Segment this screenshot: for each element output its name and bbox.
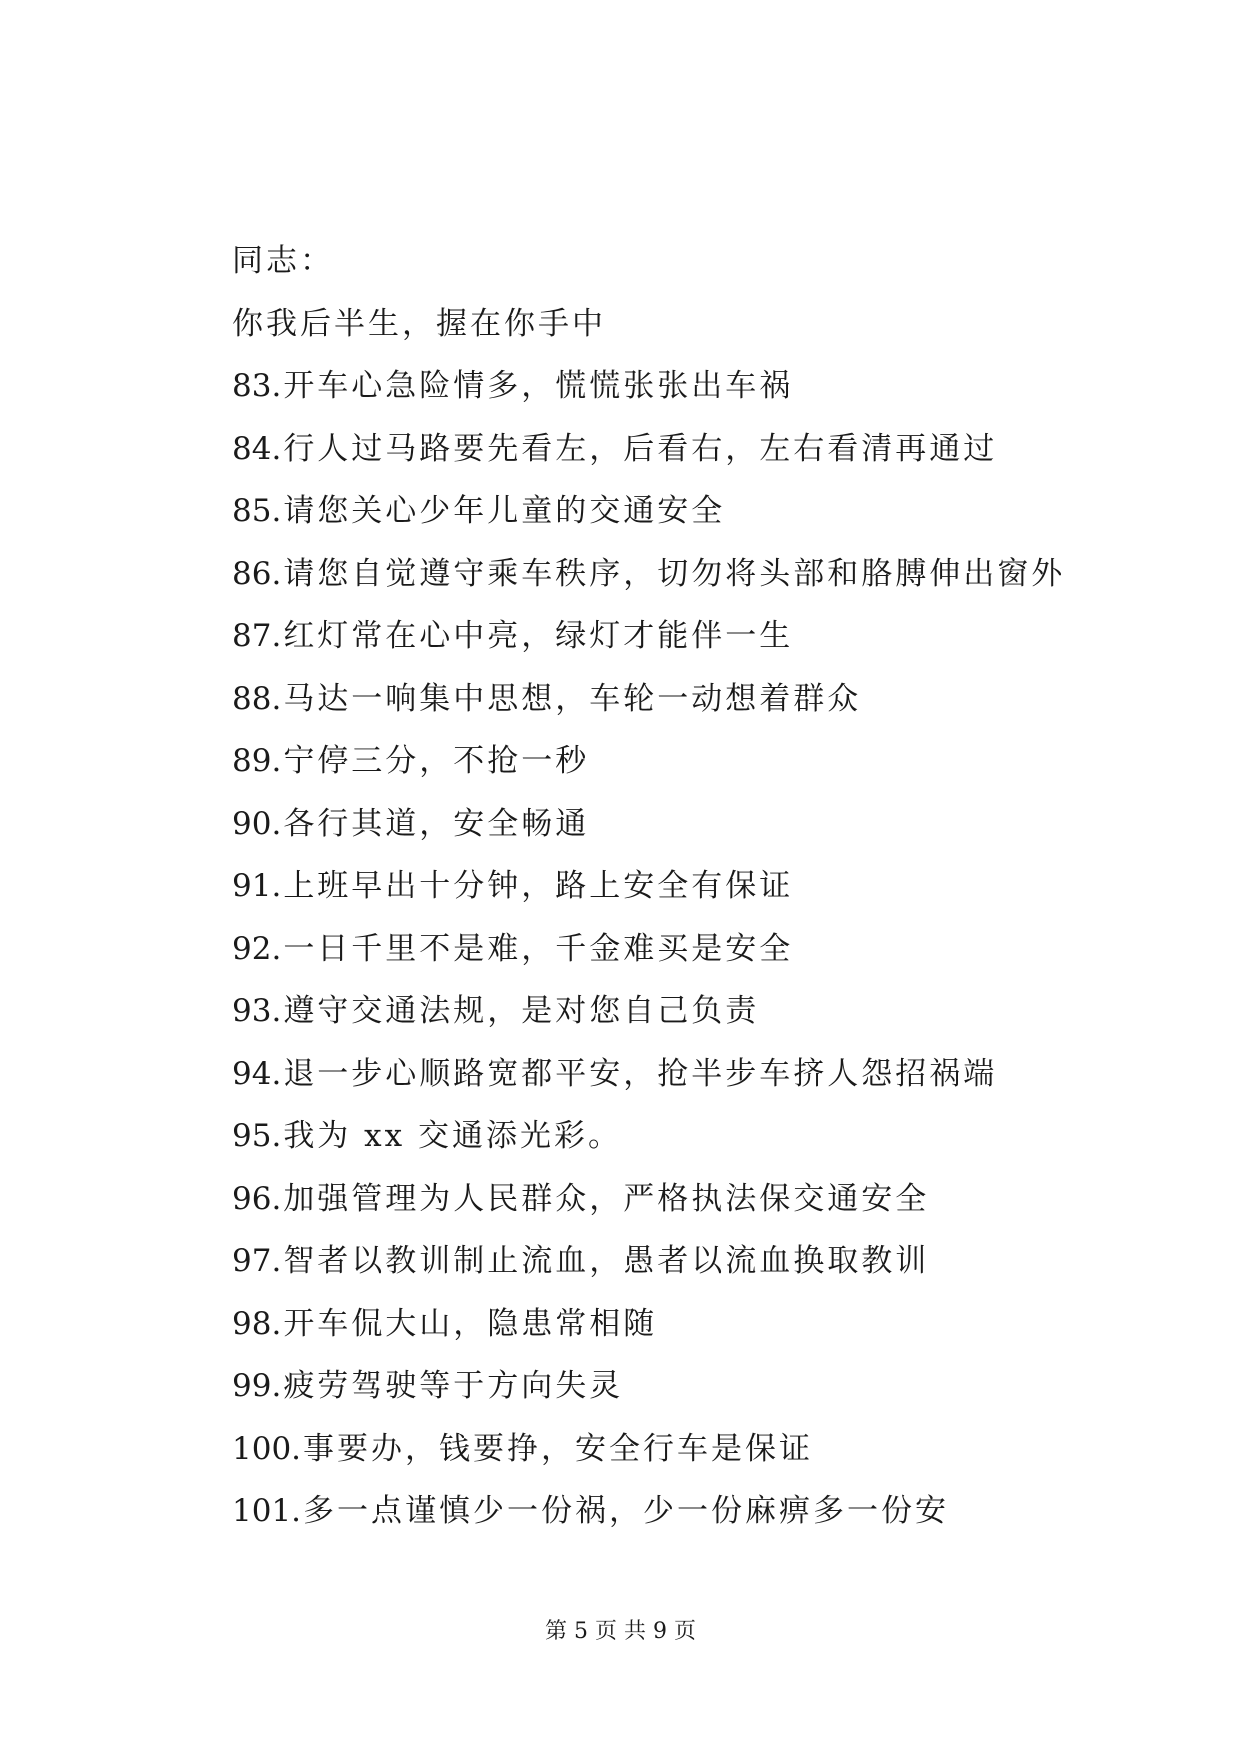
item-text: 加强管理为人民群众，严格执法保交通安全: [283, 1180, 930, 1217]
item-text: 开车心急险情多，慌慌张张出车祸: [283, 368, 794, 404]
item-number: 90.: [232, 805, 282, 842]
item-number: 95.: [232, 1118, 282, 1154]
item-text: 事要办，钱要挣，安全行车是保证: [303, 1430, 814, 1467]
list-item: [232, 543, 1112, 606]
item-text: 疲劳驾驶等于方向失灵: [283, 1368, 624, 1404]
item-number: 92.: [232, 930, 282, 967]
list-item: [232, 1043, 1112, 1106]
item-number: 87.: [232, 618, 282, 654]
item-number: 94.: [232, 1055, 282, 1092]
item-text: 智者以教训制止流血，愚者以流血换取教训: [283, 1243, 930, 1279]
item-text: 退一步心顺路宽都平安，抢半步车挤人怨招祸端: [283, 1055, 998, 1092]
list-item: [232, 980, 1112, 1043]
list-item: [232, 1480, 1112, 1543]
item-text: 我为 xx 交通添光彩。: [283, 1118, 622, 1154]
item-text: 红灯常在心中亮，绿灯才能伴一生: [283, 618, 794, 654]
item-number: 97.: [232, 1243, 282, 1279]
item-number: 89.: [232, 743, 282, 779]
item-text: 上班早出十分钟，路上安全有保证: [283, 868, 794, 904]
item-text: 开车侃大山，隐患常相随: [283, 1305, 658, 1342]
item-text: 一日千里不是难，千金难买是安全: [283, 930, 794, 967]
item-number: 101.: [232, 1493, 302, 1529]
list-item: [232, 480, 1112, 543]
item-number: 99.: [232, 1368, 282, 1404]
item-text: 马达一响集中思想，车轮一动想着群众: [283, 680, 862, 717]
item-number: 100.: [232, 1430, 302, 1467]
item-text: 各行其道，安全畅通: [283, 805, 590, 842]
list-item: [232, 605, 1112, 668]
list-item: [232, 418, 1112, 481]
item-text: 请您关心少年儿童的交通安全: [283, 493, 726, 529]
list-item: [232, 793, 1112, 856]
intro-line: 你我后半生，握在你手中: [232, 305, 606, 342]
list-item: [232, 1168, 1112, 1231]
item-text: 行人过马路要先看左，后看右，左右看清再通过: [283, 430, 998, 467]
list-item: [232, 918, 1112, 981]
item-number: 96.: [232, 1180, 282, 1217]
item-number: 88.: [232, 680, 282, 717]
item-number: 84.: [232, 430, 282, 467]
item-number: 91.: [232, 868, 282, 904]
item-number: 86.: [232, 555, 282, 592]
page-footer: 第 5 页 共 9 页: [545, 1619, 696, 1644]
document-body: [232, 230, 1112, 1543]
list-item: [232, 1230, 1112, 1293]
item-text: 宁停三分，不抢一秒: [283, 743, 590, 779]
list-item: [232, 1355, 1112, 1418]
salutation-line: 同志：: [232, 243, 334, 279]
item-text: 多一点谨慎少一份祸，少一份麻痹多一份安: [303, 1493, 950, 1529]
list-item: [232, 1105, 1112, 1168]
list-item: [232, 730, 1112, 793]
item-text: 遵守交通法规，是对您自己负责: [283, 993, 760, 1029]
item-number: 85.: [232, 493, 282, 529]
list-item: [232, 355, 1112, 418]
list-item: [232, 668, 1112, 731]
item-text: 请您自觉遵守乘车秩序，切勿将头部和胳膊伸出窗外: [283, 555, 1066, 592]
item-number: 83.: [232, 368, 282, 404]
item-number: 93.: [232, 993, 282, 1029]
list-item: [232, 1293, 1112, 1356]
list-item: [232, 1418, 1112, 1481]
list-item: [232, 855, 1112, 918]
item-number: 98.: [232, 1305, 282, 1342]
